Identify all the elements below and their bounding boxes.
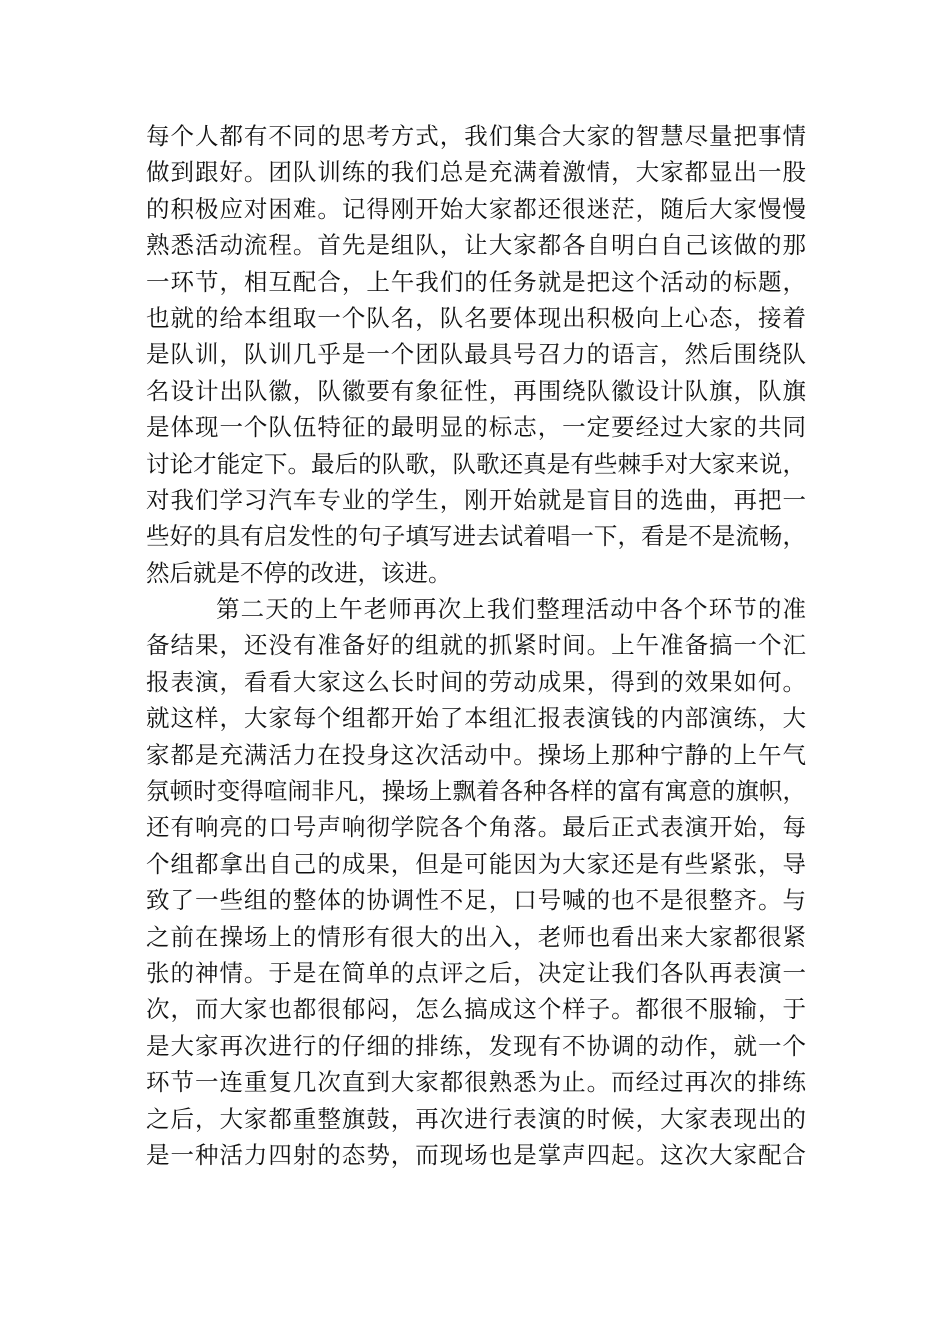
paragraph-1 [146,118,806,591]
text-line: 每个人都有不同的思考方式，我们集合大家的智慧尽量把事情 [146,122,806,150]
text-line: 熟悉活动流程。首先是组队，让大家都各自明白自己该做的那 [146,231,806,260]
text-line: 环节一连重复几次直到大家都很熟悉为止。而经过再次的排练 [146,1068,806,1097]
text-line: 之后，大家都重整旗鼓，再次进行表演的时候，大家表现出的 [146,1104,806,1133]
text-line: 还有响亮的口号声响彻学院各个角落。最后正式表演开始，每 [146,813,806,842]
text-line: 是体现一个队伍特征的最明显的标志，一定要经过大家的共同 [146,413,806,442]
text-line: 第二天的上午老师再次上我们整理活动中各个环节的准 [216,595,806,624]
text-line: 的积极应对困难。记得刚开始大家都还很迷茫，随后大家慢慢 [146,194,806,223]
text-line: 名设计出队徽，队徽要有象征性，再围绕队徽设计队旗，队旗 [146,376,806,405]
text-line: 是大家再次进行的仔细的排练，发现有不协调的动作，就一个 [146,1031,806,1060]
text-line: 之前在操场上的情形有很大的出入，老师也看出来大家都很紧 [146,922,806,951]
text-line: 备结果，还没有准备好的组就的抓紧时间。上午准备搞一个汇 [146,631,806,660]
text-line: 做到跟好。团队训练的我们总是充满着激情，大家都显出一股 [146,158,806,187]
text-line: 个组都拿出自己的成果，但是可能因为大家还是有些紧张，导 [146,849,806,878]
text-line: 讨论才能定下。最后的队歌，队歌还真是有些棘手对大家来说， [146,449,806,478]
text-line: 就这样，大家每个组都开始了本组汇报表演钱的内部演练，大 [146,704,806,733]
text-line: 然后就是不停的改进，该进。 [146,558,452,587]
text-line: 一环节，相互配合，上午我们的任务就是把这个活动的标题， [146,267,806,296]
text-line: 家都是充满活力在投身这次活动中。操场上那种宁静的上午气 [146,740,806,769]
text-line: 对我们学习汽车专业的学生，刚开始就是盲目的选曲，再把一 [146,485,806,514]
text-line: 致了一些组的整体的协调性不足，口号喊的也不是很整齐。与 [146,886,806,915]
text-line: 也就的给本组取一个队名，队名要体现出积极向上心态，接着 [146,303,806,332]
text-line: 是一种活力四射的态势，而现场也是掌声四起。这次大家配合 [146,1140,806,1169]
body-text [146,118,806,1173]
paragraph-2 [146,591,806,1173]
text-line: 氛顿时变得喧闹非凡，操场上飘着各种各样的富有寓意的旗帜， [146,777,806,806]
text-line: 次，而大家也都很郁闷，怎么搞成这个样子。都很不服输，于 [146,995,806,1024]
text-line: 些好的具有启发性的句子填写进去试着唱一下，看是不是流畅， [146,522,806,551]
text-line: 张的神情。于是在简单的点评之后，决定让我们各队再表演一 [146,958,806,987]
text-line: 是队训，队训几乎是一个团队最具号召力的语言，然后围绕队 [146,340,806,369]
text-line: 报表演，看看大家这么长时间的劳动成果，得到的效果如何。 [146,667,806,696]
